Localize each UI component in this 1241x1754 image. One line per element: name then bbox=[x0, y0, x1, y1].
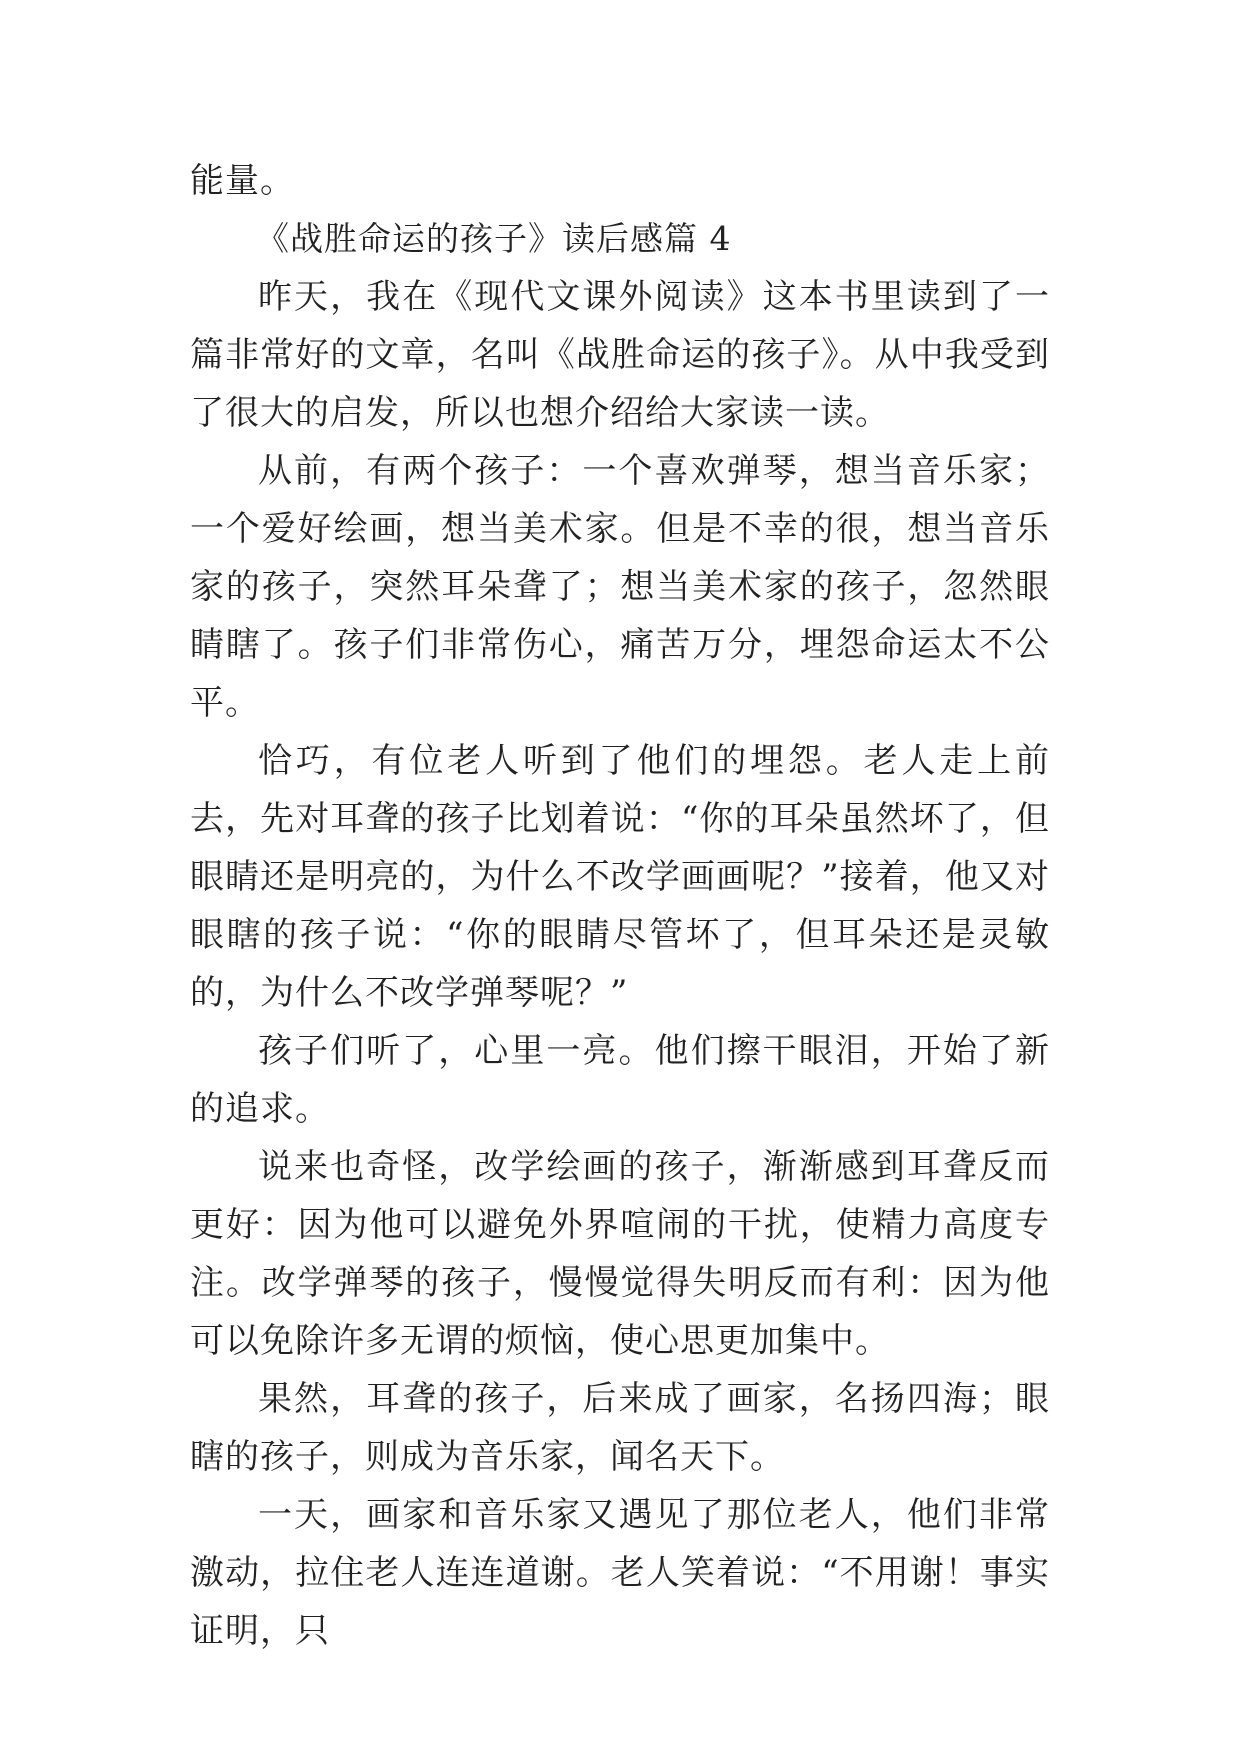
paragraph: 果然，耳聋的孩子，后来成了画家，名扬四海；眼瞎的孩子，则成为音乐家，闻名天下。 bbox=[190, 1379, 1050, 1477]
paragraph: 昨天，我在《现代文课外阅读》这本书里读到了一篇非常好的文章，名叫《战胜命运的孩子》。从中我受到了很大的启发，所以也想介绍给大家读一读。 bbox=[190, 277, 1050, 433]
paragraph: 说来也奇怪，改学绘画的孩子，渐渐感到耳聋反而更好：因为他可以避免外界喧闹的干扰，使精力高度专注。改学弹琴的孩子，慢慢觉得失明反而有利：因为他可以免除许多无谓的烦恼，使心思更加集中。 bbox=[190, 1147, 1050, 1361]
paragraph: 从前，有两个孩子：一个喜欢弹琴，想当音乐家；一个爱好绘画，想当美术家。但是不幸的很，想当音乐家的孩子，突然耳朵聋了；想当美术家的孩子，忽然眼睛瞎了。孩子们非常伤心，痛苦万分，埋怨命运太不公平。 bbox=[190, 451, 1050, 723]
paragraph: 一天，画家和音乐家又遇见了那位老人，他们非常激动，拉住老人连连道谢。老人笑着说：“不用谢！事实证明，只 bbox=[190, 1495, 1050, 1651]
document-page bbox=[190, 152, 1050, 1660]
section-heading: 《战胜命运的孩子》读后感篇 4 bbox=[256, 219, 732, 258]
continuation-text: 能量。 bbox=[190, 161, 295, 201]
paragraph: 孩子们听了，心里一亮。他们擦干眼泪，开始了新的追求。 bbox=[190, 1031, 1050, 1129]
paragraph: 恰巧，有位老人听到了他们的埋怨。老人走上前去，先对耳聋的孩子比划着说：“你的耳朵虽然坏了，但眼睛还是明亮的，为什么不改学画画呢？”接着，他又对眼瞎的孩子说：“你的眼睛尽管坏了，但耳朵还是灵敏的，为什么不改学弹琴呢？” bbox=[190, 741, 1050, 1013]
